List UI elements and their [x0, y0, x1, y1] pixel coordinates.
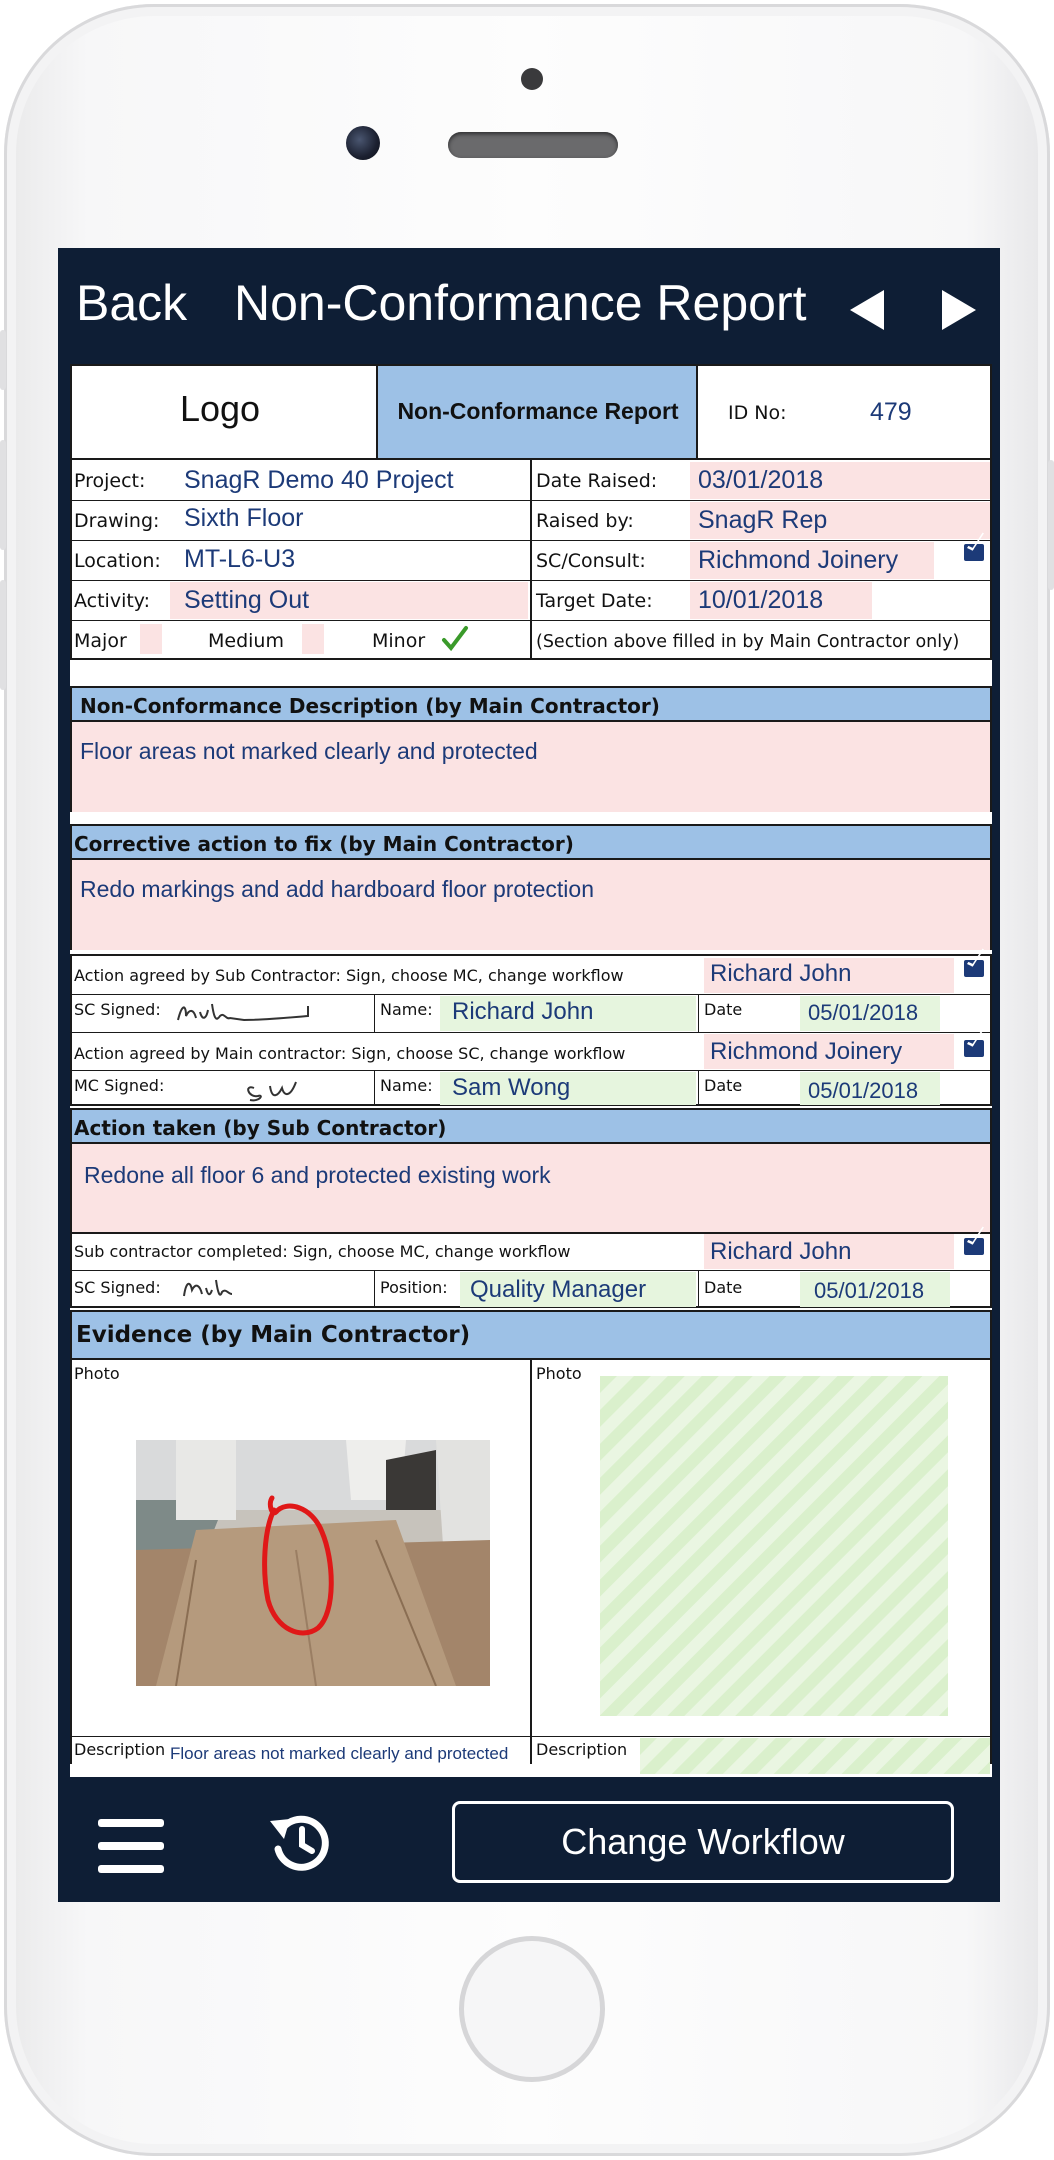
medium-label: Medium	[208, 630, 284, 652]
drawing-value[interactable]: Sixth Floor	[184, 504, 304, 532]
project-value[interactable]: SnagR Demo 40 Project	[184, 466, 454, 494]
sc-agree-label: Action agreed by Sub Contractor: Sign, choose MC, change workflow	[74, 966, 624, 985]
sensor-dot	[521, 68, 543, 90]
date-raised-label: Date Raised:	[536, 470, 658, 492]
check-icon[interactable]	[440, 624, 470, 654]
form-title: Non-Conformance Report	[397, 398, 679, 424]
mc-signature[interactable]	[240, 1076, 320, 1104]
nc-description-field[interactable]	[70, 722, 992, 812]
evidence-photo[interactable]	[136, 1440, 490, 1686]
desc2-label: Description	[536, 1740, 628, 1759]
email-icon[interactable]	[964, 960, 984, 977]
corrective-action-field[interactable]	[70, 860, 992, 950]
change-workflow-label: Change Workflow	[561, 1821, 845, 1862]
target-date-label: Target Date:	[536, 590, 653, 612]
sc-consult-label: SC/Consult:	[536, 550, 646, 572]
history-icon[interactable]	[268, 1811, 332, 1875]
sc-consult-value[interactable]: Richmond Joinery	[698, 546, 899, 574]
medium-checkbox[interactable]	[302, 624, 324, 654]
back-button[interactable]: Back	[76, 275, 188, 331]
sc-signature[interactable]	[174, 998, 314, 1028]
mc-date-label: Date	[704, 1076, 743, 1095]
date-raised-value[interactable]: 03/01/2018	[698, 466, 824, 494]
raised-by-label: Raised by:	[536, 510, 634, 532]
sc-name-label: Name:	[380, 1000, 433, 1019]
minor-label: Minor	[372, 630, 426, 652]
activity-value[interactable]: Setting Out	[184, 586, 310, 614]
menu-icon[interactable]	[98, 1819, 164, 1873]
sc-signed2-label: SC Signed:	[74, 1278, 161, 1297]
major-label: Major	[74, 630, 127, 652]
photo-placeholder[interactable]	[600, 1376, 948, 1716]
sc-signed-label: SC Signed:	[74, 1000, 161, 1019]
mc-name-label: Name:	[380, 1076, 433, 1095]
bottom-bar	[58, 1781, 1000, 1902]
sub-completed-label: Sub contractor completed: Sign, choose MC, change workflow	[74, 1242, 571, 1261]
corrective-action-heading: Corrective action to fix (by Main Contractor)	[74, 832, 574, 856]
page-title: Non-Conformance Report	[234, 275, 807, 331]
mc-signed-label: MC Signed:	[74, 1076, 165, 1095]
photo1-label: Photo	[74, 1364, 120, 1383]
change-workflow-button[interactable]	[452, 1801, 954, 1883]
mute-switch	[0, 330, 6, 390]
raised-by-value[interactable]: SnagR Rep	[698, 506, 828, 534]
volume-down-button	[0, 580, 6, 690]
activity-label: Activity:	[74, 590, 151, 612]
action-taken-heading: Action taken (by Sub Contractor)	[74, 1116, 447, 1140]
action-taken-value: Redone all floor 6 and protected existing work	[84, 1162, 551, 1188]
prev-arrow-icon[interactable]	[850, 290, 884, 330]
sc-date-value[interactable]: 05/01/2018	[808, 1000, 919, 1025]
next-arrow-icon[interactable]	[942, 290, 976, 330]
front-camera	[346, 126, 380, 160]
position-value[interactable]: Quality Manager	[470, 1276, 647, 1303]
sc-date-label: Date	[704, 1000, 743, 1019]
mc-date-value[interactable]: 05/01/2018	[808, 1078, 919, 1103]
app-screen	[58, 248, 1000, 1902]
home-button[interactable]	[459, 1936, 605, 2082]
id-value: 479	[870, 398, 912, 426]
completion-signature[interactable]	[180, 1276, 240, 1302]
completed-date-label: Date	[704, 1278, 743, 1297]
email-icon[interactable]	[964, 544, 984, 561]
nc-description-heading: Non-Conformance Description (by Main Contractor)	[80, 694, 660, 718]
project-label: Project:	[74, 470, 146, 492]
mc-agree-value[interactable]: Richmond Joinery	[710, 1038, 903, 1065]
photo2-label: Photo	[536, 1364, 582, 1383]
drawing-label: Drawing:	[74, 510, 160, 532]
desc1-label: Description	[74, 1740, 166, 1759]
sc-agree-value[interactable]: Richard John	[710, 960, 852, 987]
desc1-value[interactable]: Floor areas not marked clearly and protected	[170, 1744, 509, 1763]
location-label: Location:	[74, 550, 161, 572]
earpiece-speaker	[448, 132, 618, 158]
top-bar	[58, 248, 1000, 362]
sub-completed-value[interactable]: Richard John	[710, 1238, 852, 1265]
completed-date-value[interactable]: 05/01/2018	[814, 1278, 925, 1303]
corrective-action-value: Redo markings and add hardboard floor protection	[80, 876, 594, 902]
major-checkbox[interactable]	[140, 624, 162, 654]
target-date-value[interactable]: 10/01/2018	[698, 586, 824, 614]
mc-name-value[interactable]: Sam Wong	[452, 1074, 571, 1101]
location-value[interactable]: MT-L6-U3	[184, 545, 296, 573]
sc-name-value[interactable]: Richard John	[452, 998, 594, 1025]
evidence-heading: Evidence (by Main Contractor)	[76, 1322, 471, 1348]
nc-description-value: Floor areas not marked clearly and protected	[80, 738, 538, 764]
email-icon[interactable]	[964, 1238, 984, 1255]
power-button	[1048, 460, 1054, 590]
desc2-field[interactable]	[640, 1738, 990, 1774]
email-icon[interactable]	[964, 1040, 984, 1057]
position-label: Position:	[380, 1278, 448, 1297]
mc-agree-label: Action agreed by Main contractor: Sign, choose SC, change workflow	[74, 1044, 626, 1063]
logo-placeholder: Logo	[179, 388, 261, 429]
id-label: ID No:	[728, 402, 787, 424]
volume-up-button	[0, 440, 6, 550]
report-form	[70, 364, 992, 1777]
section-note: (Section above filled in by Main Contractor only)	[536, 632, 960, 652]
